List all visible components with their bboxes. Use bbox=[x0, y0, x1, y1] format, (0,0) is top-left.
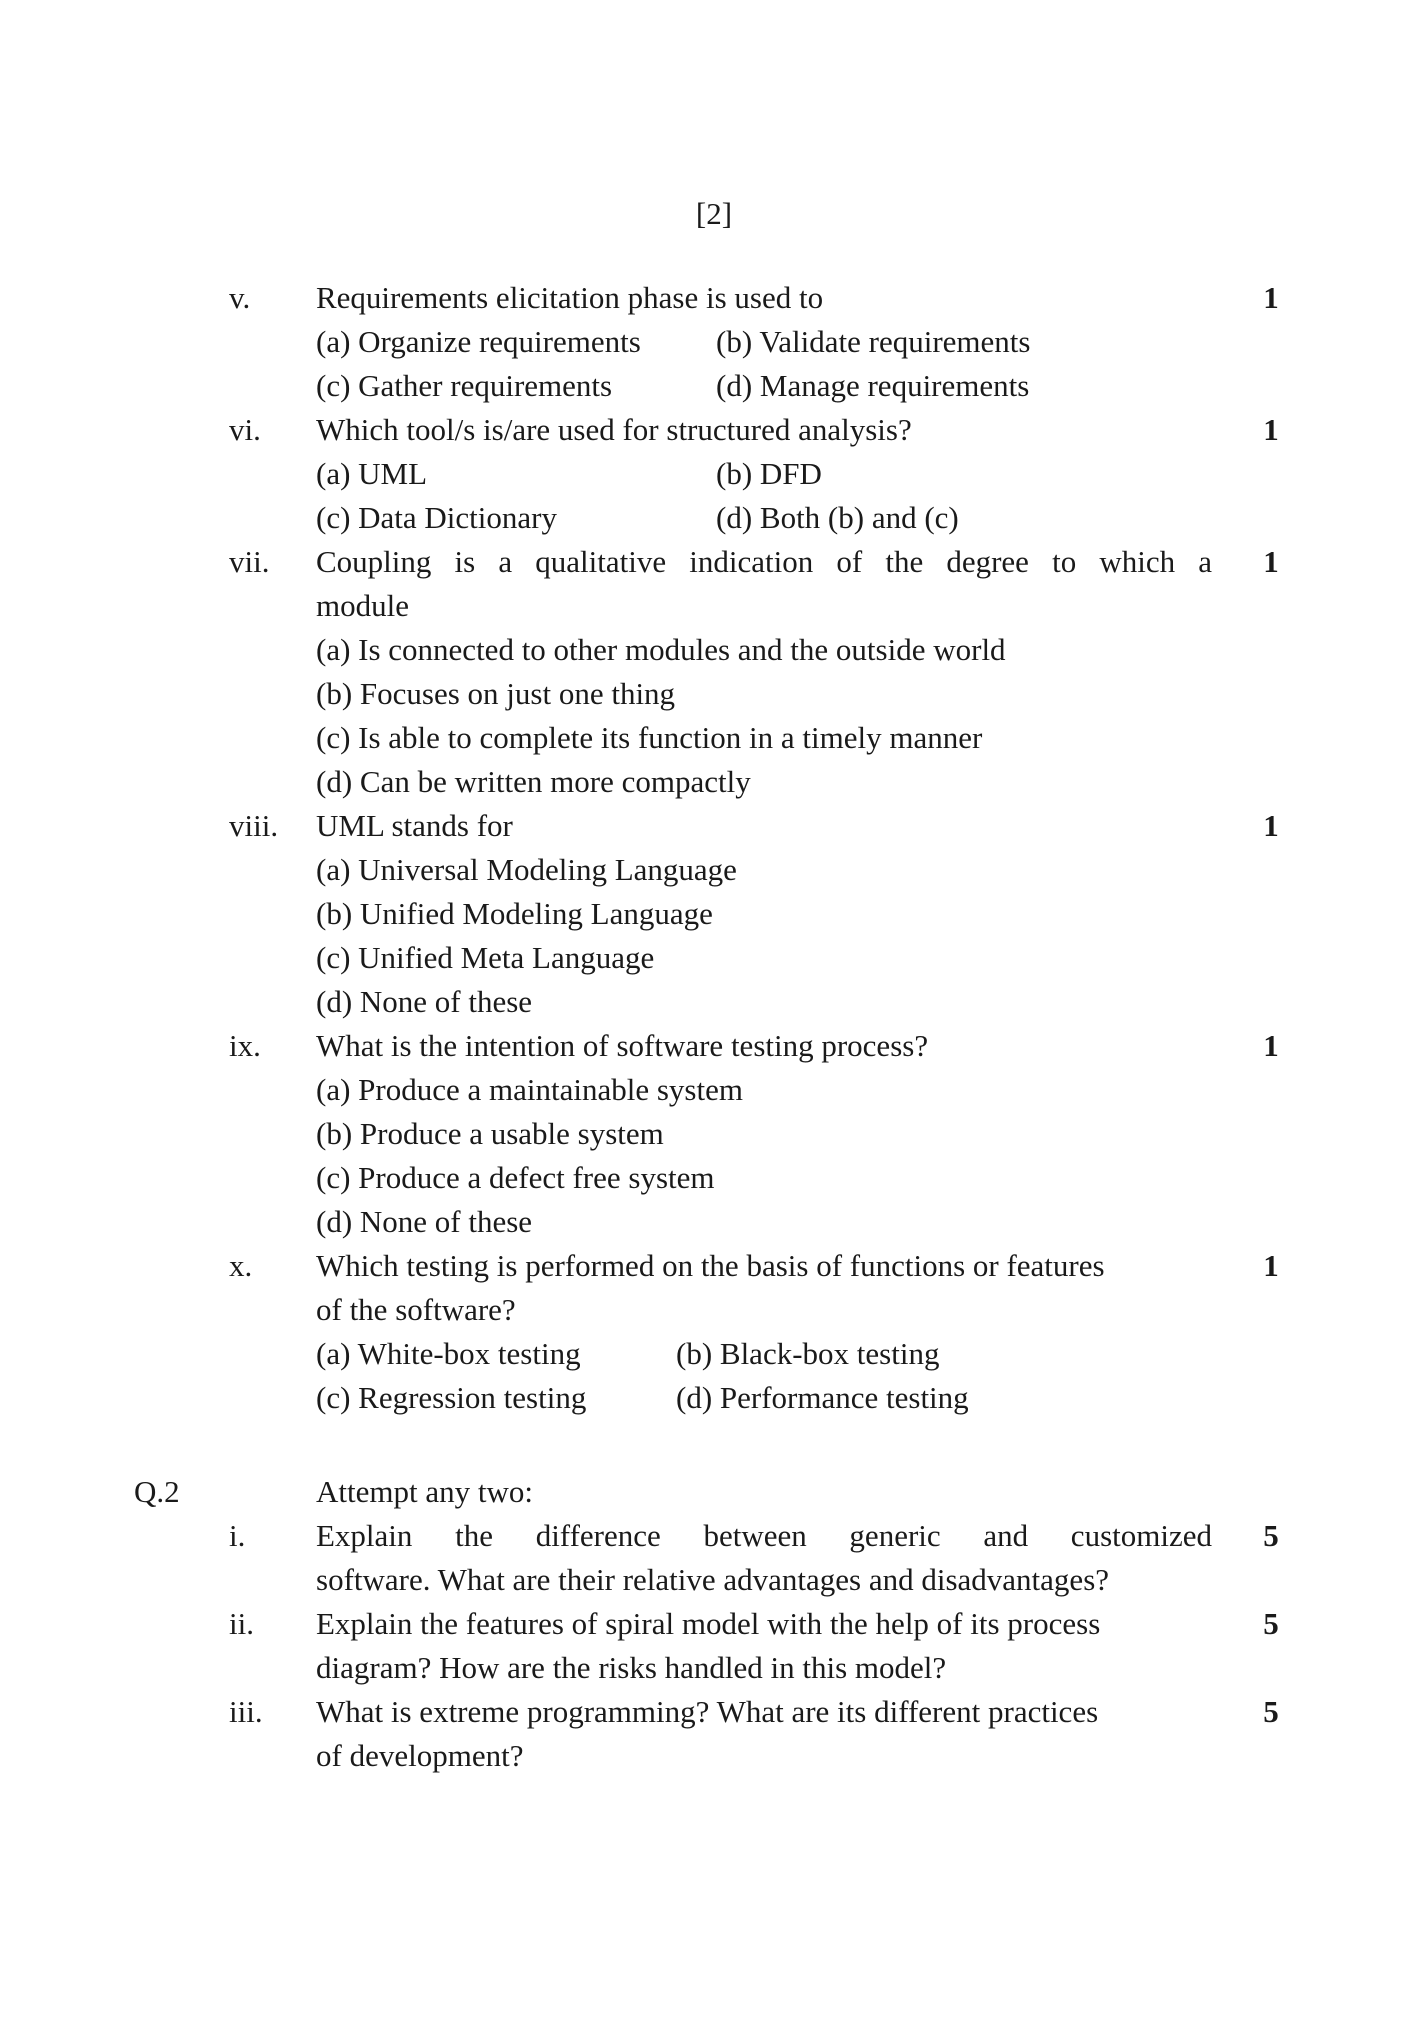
question-text-continued: module bbox=[316, 588, 409, 623]
option-b: (b) Black-box testing bbox=[676, 1336, 940, 1371]
option-c: (c) Is able to complete its function in a timely manner bbox=[316, 720, 983, 755]
item-number: vi. bbox=[229, 412, 261, 447]
option-a: (a) Organize requirements bbox=[316, 324, 641, 359]
question-text: Requirements elicitation phase is used to bbox=[316, 280, 824, 315]
page-number: [2] bbox=[695, 196, 733, 231]
option-b: (b) Unified Modeling Language bbox=[316, 896, 713, 931]
marks: 5 bbox=[1263, 1694, 1279, 1729]
marks: 1 bbox=[1263, 1248, 1279, 1283]
item-number: i. bbox=[229, 1518, 246, 1553]
item-number: ii. bbox=[229, 1606, 254, 1641]
option-b: (b) Focuses on just one thing bbox=[316, 676, 676, 711]
option-c: (c) Data Dictionary bbox=[316, 500, 557, 535]
question-text: UML stands for bbox=[316, 808, 513, 843]
option-b: (b) DFD bbox=[716, 456, 822, 491]
question-text: What is extreme programming? What are its different practices bbox=[316, 1694, 1099, 1729]
option-b: (b) Produce a usable system bbox=[316, 1116, 664, 1151]
option-d: (d) None of these bbox=[316, 1204, 533, 1239]
item-number: viii. bbox=[229, 808, 279, 843]
item-number: v. bbox=[229, 280, 251, 315]
question-text: What is the intention of software testing process? bbox=[316, 1028, 929, 1063]
item-number: vii. bbox=[229, 544, 270, 579]
option-d: (d) Manage requirements bbox=[716, 368, 1030, 403]
question-heading: Attempt any two: bbox=[316, 1474, 533, 1509]
option-a: (a) Produce a maintainable system bbox=[316, 1072, 743, 1107]
option-a: (a) White-box testing bbox=[316, 1336, 581, 1371]
question-text-continued: software. What are their relative advantages and disadvantages? bbox=[316, 1562, 1110, 1597]
question-text: Explain the difference between generic and customized bbox=[316, 1518, 1212, 1553]
option-c: (c) Regression testing bbox=[316, 1380, 587, 1415]
marks: 5 bbox=[1263, 1518, 1279, 1553]
marks: 1 bbox=[1263, 544, 1279, 579]
item-number: ix. bbox=[229, 1028, 261, 1063]
marks: 1 bbox=[1263, 808, 1279, 843]
option-c: (c) Unified Meta Language bbox=[316, 940, 655, 975]
question-text-continued: of development? bbox=[316, 1738, 524, 1773]
item-number: iii. bbox=[229, 1694, 263, 1729]
option-d: (d) Performance testing bbox=[676, 1380, 969, 1415]
question-text: Explain the features of spiral model with the help of its process bbox=[316, 1606, 1101, 1641]
marks: 1 bbox=[1263, 412, 1279, 447]
option-b: (b) Validate requirements bbox=[716, 324, 1031, 359]
marks: 1 bbox=[1263, 280, 1279, 315]
option-a: (a) Universal Modeling Language bbox=[316, 852, 737, 887]
item-number: x. bbox=[229, 1248, 253, 1283]
option-d: (d) Can be written more compactly bbox=[316, 764, 751, 799]
question-text: Which testing is performed on the basis of functions or features bbox=[316, 1248, 1105, 1283]
question-text-continued: of the software? bbox=[316, 1292, 516, 1327]
question-text: Which tool/s is/are used for structured analysis? bbox=[316, 412, 912, 447]
question-text-continued: diagram? How are the risks handled in this model? bbox=[316, 1650, 947, 1685]
option-d: (d) None of these bbox=[316, 984, 533, 1019]
option-d: (d) Both (b) and (c) bbox=[716, 500, 959, 535]
option-a: (a) UML bbox=[316, 456, 428, 491]
option-c: (c) Produce a defect free system bbox=[316, 1160, 715, 1195]
option-c: (c) Gather requirements bbox=[316, 368, 613, 403]
marks: 1 bbox=[1263, 1028, 1279, 1063]
question-label: Q.2 bbox=[134, 1474, 180, 1509]
option-a: (a) Is connected to other modules and the outside world bbox=[316, 632, 1006, 667]
marks: 5 bbox=[1263, 1606, 1279, 1641]
question-text: Coupling is a qualitative indication of the degree to which a bbox=[316, 544, 1212, 579]
